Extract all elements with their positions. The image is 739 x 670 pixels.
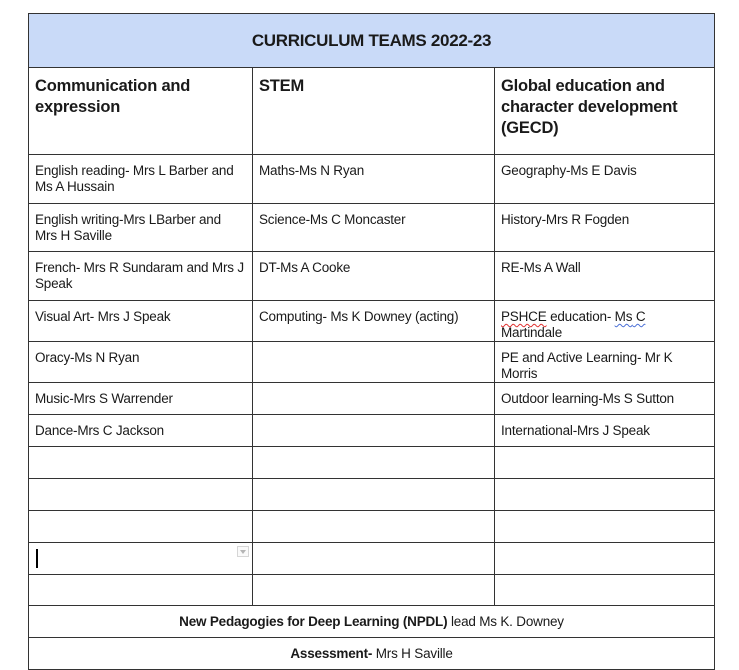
table-cell[interactable]: Outdoor learning-Ms S Sutton	[495, 383, 715, 415]
active-cell[interactable]	[29, 543, 253, 575]
assessment-cell[interactable]	[29, 638, 715, 670]
empty-cell[interactable]	[495, 479, 715, 511]
header-row	[29, 68, 715, 155]
empty-cell[interactable]	[495, 575, 715, 606]
empty-cell[interactable]	[253, 543, 495, 575]
empty-cell[interactable]	[29, 575, 253, 606]
table-cell[interactable]: Visual Art- Mrs J Speak	[29, 301, 253, 342]
table-cell[interactable]: English reading- Mrs L Barber and Ms A Hussain	[29, 155, 253, 204]
grammar-flag: Ms	[614, 309, 633, 324]
empty-cell[interactable]	[253, 511, 495, 543]
cell-dropdown-icon[interactable]	[237, 546, 249, 557]
table-cell[interactable]: History-Mrs R Fogden	[495, 204, 715, 252]
table-cell[interactable]: Computing- Ms K Downey (acting)	[253, 301, 495, 342]
table-cell[interactable]: Music-Mrs S Warrender	[29, 383, 253, 415]
cell-text: Martindale	[501, 325, 563, 340]
npdl-row	[29, 606, 715, 638]
table-cell[interactable]: French- Mrs R Sundaram and Mrs J Speak	[29, 252, 253, 301]
table-cell[interactable]: Science-Ms C Moncaster	[253, 204, 495, 252]
table-cell[interactable]: English writing-Mrs LBarber and Mrs H Saville	[29, 204, 253, 252]
table-cell[interactable]	[253, 383, 495, 415]
table-cell[interactable]	[253, 342, 495, 383]
empty-row	[29, 543, 715, 575]
npdl-lead: lead Ms K. Downey	[447, 613, 564, 629]
table-title: CURRICULUM TEAMS 2022-23	[251, 30, 492, 50]
assessment-row	[29, 638, 715, 670]
table-cell-pshce[interactable]	[495, 301, 715, 342]
table-cell[interactable]: International-Mrs J Speak	[495, 415, 715, 447]
table-cell[interactable]: DT-Ms A Cooke	[253, 252, 495, 301]
npdl-label: New Pedagogies for Deep Learning (NPDL)	[179, 613, 448, 629]
column-header-stem[interactable]: STEM	[253, 68, 495, 155]
table-row	[29, 155, 715, 204]
table-row	[29, 415, 715, 447]
empty-row	[29, 447, 715, 479]
empty-cell[interactable]	[495, 543, 715, 575]
table-title-cell[interactable]	[29, 14, 715, 68]
spellcheck-word: PSHCE	[501, 309, 547, 324]
table-cell[interactable]: Dance-Mrs C Jackson	[29, 415, 253, 447]
assessment-label: Assessment-	[290, 645, 373, 661]
curriculum-teams-table	[28, 13, 715, 670]
table-row	[29, 252, 715, 301]
empty-cell[interactable]	[253, 447, 495, 479]
table-row	[29, 204, 715, 252]
table-cell[interactable]: Geography-Ms E Davis	[495, 155, 715, 204]
empty-cell[interactable]	[29, 447, 253, 479]
column-header-gecd[interactable]: Global education and character development (GECD)	[495, 68, 715, 155]
assessment-lead: Mrs H Saville	[372, 645, 453, 661]
empty-cell[interactable]	[495, 511, 715, 543]
cell-text: education-	[546, 309, 615, 324]
table-row	[29, 342, 715, 383]
empty-row	[29, 479, 715, 511]
empty-cell[interactable]	[253, 479, 495, 511]
npdl-cell[interactable]	[29, 606, 715, 638]
empty-row	[29, 575, 715, 606]
empty-cell[interactable]	[495, 447, 715, 479]
table-row	[29, 301, 715, 342]
title-row	[29, 14, 715, 68]
table-cell[interactable]: Maths-Ms N Ryan	[253, 155, 495, 204]
empty-cell[interactable]	[253, 575, 495, 606]
column-header-communication[interactable]: Communication and expression	[29, 68, 253, 155]
empty-cell[interactable]	[29, 511, 253, 543]
table-cell[interactable]: PE and Active Learning- Mr K Morris	[495, 342, 715, 383]
empty-cell[interactable]	[29, 479, 253, 511]
table-cell[interactable]	[253, 415, 495, 447]
table-cell[interactable]: RE-Ms A Wall	[495, 252, 715, 301]
table-row	[29, 383, 715, 415]
text-cursor-icon	[36, 549, 38, 568]
grammar-flag: C	[632, 309, 646, 324]
empty-row	[29, 511, 715, 543]
table-cell[interactable]: Oracy-Ms N Ryan	[29, 342, 253, 383]
